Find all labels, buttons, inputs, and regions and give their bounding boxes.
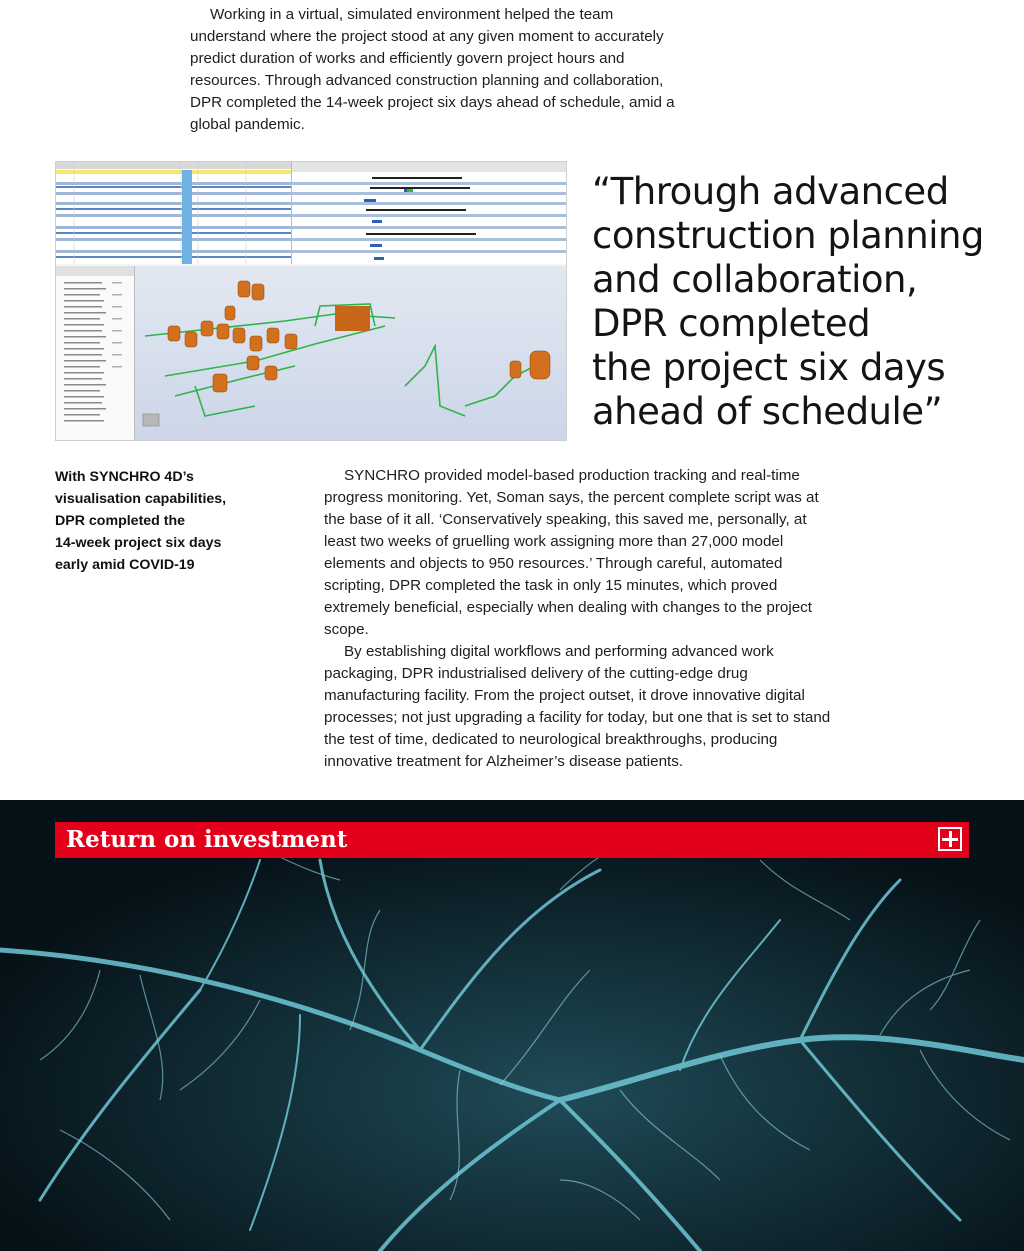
pull-quote-line-4: DPR completed (592, 302, 871, 345)
figure-caption (55, 466, 255, 576)
gantt-chart-graphic (292, 162, 566, 264)
caption-line-2: visualisation capabilities, (55, 491, 227, 507)
section-title: Return on investment (66, 826, 348, 853)
caption-line-5: early amid COVID-19 (55, 557, 195, 573)
pull-quote-line-1: “Through advanced (592, 170, 949, 213)
caption-line-3: DPR completed the (55, 513, 186, 529)
caption-line-1: With SYNCHRO 4D’s (55, 469, 194, 485)
3d-model-viewport (135, 266, 566, 440)
resource-list-panel (56, 266, 135, 440)
resource-list-graphic (56, 266, 134, 440)
gantt-task-table (56, 162, 292, 264)
intro-paragraph: Working in a virtual, simulated environment helped the team understand where the project stood at any given moment to accurately predict duration of works and efficiently govern project hours and resources. Through advanced construction planning and collaboration, DPR completed the 14-week project six days ahead of schedule, amid a global pandemic. (190, 6, 675, 133)
caption-line-4: 14-week project six days (55, 535, 222, 551)
synchro-screenshot-figure (55, 161, 567, 441)
pull-quote (592, 170, 992, 434)
expand-plus-icon[interactable] (938, 827, 962, 851)
gantt-task-table-graphic (56, 162, 291, 264)
neuron-banner-image (0, 800, 1024, 1251)
body-paragraph-1: SYNCHRO provided model-based production tracking and real-time progress monitoring. Yet, Soman says, the percent complete script was at the base of it all. ‘Conservatively speaking, this saved me, personally, at least two weeks of gruelling work assigning more than 27,000 model elements and objects to 950 resources.’ Through careful, automated scripting, DPR completed the task in only 15 minutes, which proved extremely beneficial, especially when dealing with changes to the project scope. (324, 467, 819, 638)
intro-text (190, 4, 685, 136)
pull-quote-line-6: ahead of schedule” (592, 390, 943, 433)
pull-quote-line-3: and collaboration, (592, 258, 918, 301)
body-text (324, 465, 836, 773)
pull-quote-line-2: construction planning (592, 214, 984, 257)
body-paragraph-2: By establishing digital workflows and performing advanced work packaging, DPR industrialised delivery of the cutting-edge drug manufacturing facility. From the project outset, it drove innovative digital processes; not just upgrading a facility for today, but one that is set to stand the test of time, dedicated to neurological breakthroughs, producing innovative treatment for Alzheimer’s disease patients. (324, 643, 831, 770)
pull-quote-line-5: the project six days (592, 346, 946, 389)
neuron-network-graphic (0, 800, 1024, 1251)
piping-model-graphic (135, 266, 566, 440)
gantt-chart-panel (292, 162, 566, 264)
section-header-bar (55, 822, 969, 858)
